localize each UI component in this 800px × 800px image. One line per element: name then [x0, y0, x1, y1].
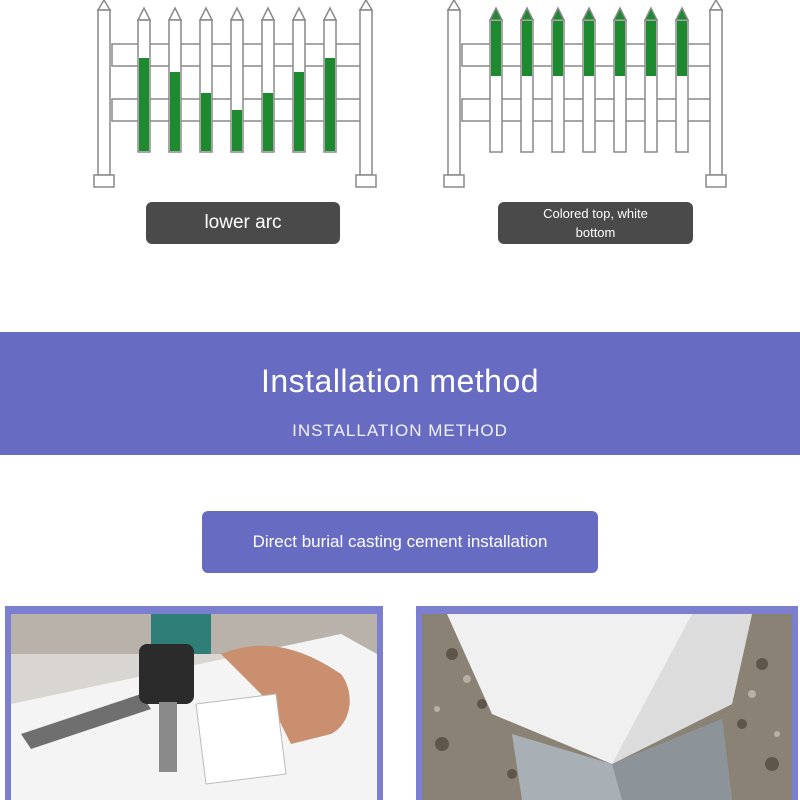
fence-lower-arc-illustration — [90, 0, 390, 195]
fence-colored-top-illustration — [440, 0, 740, 195]
fence-colored-top-icon — [440, 0, 740, 195]
drill-installation-photo-icon — [11, 614, 377, 800]
section-subtitle: INSTALLATION METHOD — [292, 421, 508, 440]
section-title: Installation method — [260, 363, 540, 399]
drill-installation-photo — [5, 606, 383, 800]
lower-arc-label: lower arc — [146, 202, 340, 244]
post-in-cement-photo-icon — [422, 614, 792, 800]
fence-lower-arc-icon — [90, 0, 390, 195]
colored-top-label: Colored top, white bottom — [498, 202, 693, 244]
method-label-box — [202, 511, 598, 573]
method-label: Direct burial casting cement installation — [252, 532, 548, 551]
post-in-cement-photo — [416, 606, 798, 800]
